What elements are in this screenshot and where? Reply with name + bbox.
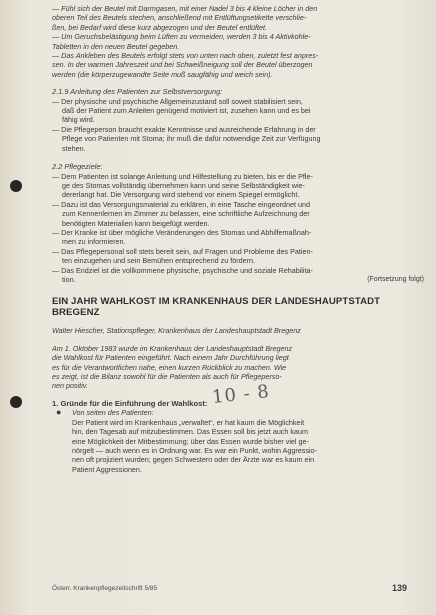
text-line: oberen Teil des Beutels stechen, anschließend mit Entlüftungsetikette verschlie- xyxy=(52,13,307,23)
text-line: nen oft projiziert wurden; gegen Schwestern oder der Ärzte war es kaum ein xyxy=(72,455,315,465)
text-line: nörgelt — auch wenn es in Ordnung war. Es war ein Punkt, wohin Aggressio- xyxy=(72,446,317,456)
section-heading: 2.2 Pflegeziele: xyxy=(52,162,103,172)
text-line: — Der Kranke ist über mögliche Veränderungen des Stomas und Abhilfemaßnah- xyxy=(52,227,312,237)
article-author: Walter Hiescher, Stationspfleger, Krankenhaus der Landeshauptstadt Bregenz xyxy=(52,326,301,336)
text-line: es für die Verantwortlichen nahe, einen kurzen Rückblick zu machen. Wie xyxy=(52,362,287,372)
punch-hole xyxy=(10,396,22,408)
text-line: — Dazu ist das Versorgungsmaterial zu erklären, in eine Tasche eingeordnet und xyxy=(52,199,310,209)
text-line: — Das Ankleben des Beutels erfolgt stets von unten nach oben, zuletzt fest anpres- xyxy=(52,51,319,61)
text-line: es zeigt, ist die Bilanz sowohl für die Patienten als auch für Pflegeperso- xyxy=(52,372,282,381)
section-219-body xyxy=(52,97,424,153)
section-top xyxy=(52,4,424,79)
section-22-body xyxy=(52,172,424,285)
text-line: dererlangt hat. Die Versorgung wird stehend vor einem Spiegel ermöglicht. xyxy=(62,190,300,200)
text-line: werden (die körperzugewandte Seite muß saugfähig und weich sein). xyxy=(52,69,273,79)
text-line: — Die Pflegeperson braucht exakte Kenntnisse und ausreichende Erfahrung in der xyxy=(52,124,316,134)
text-line: die Wahlkost für Patienten eingeführt. Nach einem Jahr Durchführung liegt xyxy=(52,353,289,363)
text-line: sen. In der warmen Jahreszeit und bei Schweißneigung soll der Beutel überzogen xyxy=(52,60,313,70)
text-line: — Um Geruchsbelästigung beim Lüften zu vermeiden, werden 3 bis 4 Aktivkohle- xyxy=(52,32,311,42)
text-line: Der Patient wird im Krankenhaus „verwaltet“, er hat kaum die Möglichkeit xyxy=(72,417,305,427)
text-line: — Dem Patienten ist solange Anleitung und Hilfestellung zu bieten, bis er die Pfle- xyxy=(52,171,313,181)
text-line: Pflege von Patienten mit Stoma; ihr muß die dafür notwendige Zeit zur Verfügung xyxy=(62,134,321,144)
text-line: eine Möglichkeit der Mitbestimmung; über das Essen wurde bisher viel ge- xyxy=(72,436,309,446)
text-line: Am 1. Oktober 1983 wurde im Krankenhaus der Landeshauptstadt Bregenz xyxy=(52,343,293,353)
article-title xyxy=(52,296,424,318)
punch-hole xyxy=(10,180,22,192)
subheading xyxy=(52,408,424,417)
text-line: zum Kennenlernen im Zimmer zu belassen, eine schriftliche Aufzeichnung der xyxy=(62,209,310,219)
text-line: fähig wird. xyxy=(62,115,95,125)
text-line: daß der Patient zum Anleiten genügend motiviert ist, zusehen kann und es bei xyxy=(62,106,311,116)
article-title-line: EIN JAHR WAHLKOST IM KRANKENHAUS DER LANDESHAUPTSTADT xyxy=(52,296,381,308)
subheading-text: Von seiten des Patienten: xyxy=(72,408,154,418)
text-line: stehen. xyxy=(62,143,86,153)
text-line: — Das Endziel ist die vollkommene physische, psychische und soziale Rehabilita- xyxy=(52,265,313,275)
text-line: hin, den Tagesab auf mitzubestimmen. Das Essen soll bis jetzt auch kaum xyxy=(72,427,308,437)
text-line: benötigten Materialien kann beigefügt werden. xyxy=(62,218,210,228)
text-line: — Das Pflegepersonal soll stets bereit sein, auf Fragen und Probleme des Patien- xyxy=(52,246,313,256)
footer-publication: Österr. Krankenpflegezeitschrift 5/85 xyxy=(52,585,158,592)
text-line: ßen, bei Bedarf wird diese kurz abgezogen und der Beutel entlüftet. xyxy=(52,22,267,32)
text-line: — Fühl sich der Beutel mit Darmgasen, mit einer Nadel 3 bis 4 kleine Löcher in den xyxy=(52,4,318,13)
article-title-line: BREGENZ xyxy=(52,307,100,319)
text-line: Tabletten in den neuen Beutel gegeben. xyxy=(52,41,180,51)
continuation-note: (Fortsetzung folgt) xyxy=(367,276,424,284)
handwritten-mark: 10 - 8 xyxy=(211,381,271,408)
text-line: — Der physische und psychische Allgemeinzustand soll soweit stabilisiert sein, xyxy=(52,96,303,106)
text-line: tion. xyxy=(62,274,76,284)
bullet-dot-icon: ● xyxy=(56,407,62,418)
text-line: ge des Stomas vollständig übernehmen kann und seine Selbständigkeit wie- xyxy=(62,180,305,190)
section-heading: 1. Gründe für die Einführung der Wahlkost: xyxy=(52,398,208,408)
text-line: men zu informieren. xyxy=(62,237,126,247)
section-1-body xyxy=(52,418,424,474)
section-heading: 2.1.9 Anleitung des Patienten zur Selbstversorgung: xyxy=(52,87,223,97)
page-number: 139 xyxy=(392,583,408,593)
text-line: Patient Aggressionen. xyxy=(72,464,142,474)
text-line: nen positiv. xyxy=(52,381,88,391)
text-line: ten einzugehen und sein Bemühen entsprechend zu fördern. xyxy=(62,256,256,266)
